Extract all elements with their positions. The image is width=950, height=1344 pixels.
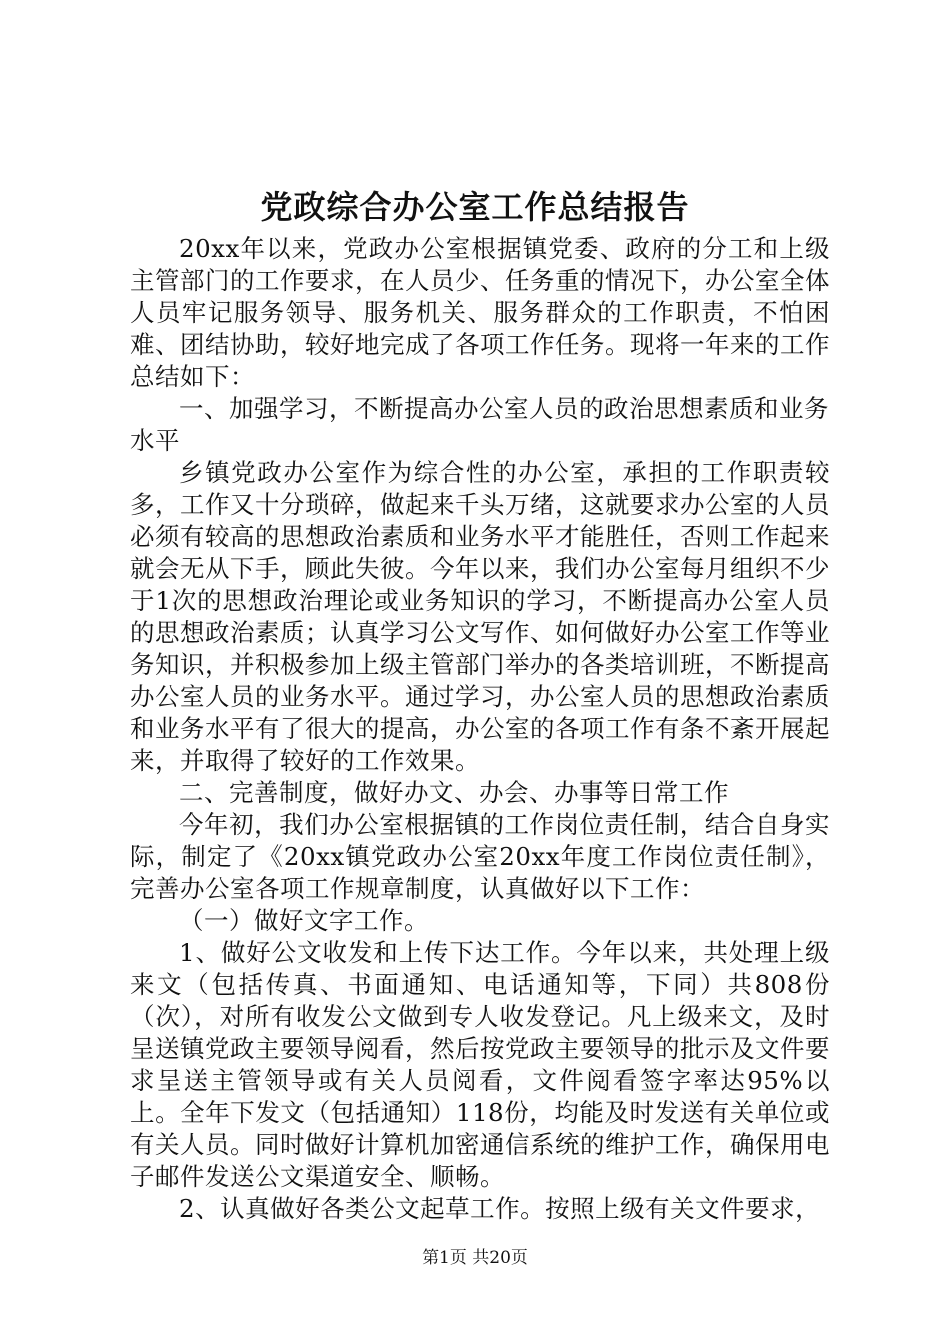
subsection-heading-1: （一）做好文字工作。 [179, 906, 429, 935]
document-body [130, 233, 830, 1225]
section-heading-2: 二、完善制度，做好办文、办会、办事等日常工作 [179, 778, 729, 807]
intro-paragraph: 20xx年以来，党政办公室根据镇党委、政府的分工和上级主管部门的工作要求，在人员少、任务重的情况下，办公室全体人员牢记服务领导、服务机关、服务群众的工作职责，不怕困难、团结协助，较好地完成了各项工作任务。现将一年来的工作总结如下： [130, 234, 830, 391]
item-2-paragraph: 2、认真做好各类公文起草工作。按照上级有关文件要求， [179, 1194, 821, 1223]
section-2-paragraph: 今年初，我们办公室根据镇的工作岗位责任制，结合自身实际，制定了《20xx镇党政办公室20xx年度工作岗位责任制》，完善办公室各项工作规章制度，认真做好以下工作： [130, 810, 830, 903]
item-1-paragraph: 1、做好公文收发和上传下达工作。今年以来，共处理上级来文（包括传真、书面通知、电话通知等，下同）共808份（次），对所有收发公文做到专人收发登记。凡上级来文，及时呈送镇党政主要领导阅看，然后按党政主要领导的批示及文件要求呈送主管领导或有关人员阅看，文件阅看签字率达95%以上。全年下发文（包括通知）118份，均能及时发送有关单位或有关人员。同时做好计算机加密通信系统的维护工作，确保用电子邮件发送公文渠道安全、顺畅。 [130, 938, 830, 1191]
section-1-paragraph: 乡镇党政办公室作为综合性的办公室，承担的工作职责较多，工作又十分琐碎，做起来千头万绪，这就要求办公室的人员必须有较高的思想政治素质和业务水平才能胜任，否则工作起来就会无从下手，顾此失彼。今年以来，我们办公室每月组织不少于1次的思想政治理论或业务知识的学习，不断提高办公室人员的思想政治素质；认真学习公文写作、如何做好办公室工作等业务知识，并积极参加上级主管部门举办的各类培训班，不断提高办公室人员的业务水平。通过学习，办公室人员的思想政治素质和业务水平有了很大的提高，办公室的各项工作有条不紊开展起来，并取得了较好的工作效果。 [130, 458, 830, 775]
section-heading-1: 一、加强学习，不断提高办公室人员的政治思想素质和业务水平 [130, 394, 829, 455]
page-number-footer: 第1页 共20页 [422, 1248, 528, 1268]
document-title: 党政综合办公室工作总结报告 [260, 188, 690, 226]
